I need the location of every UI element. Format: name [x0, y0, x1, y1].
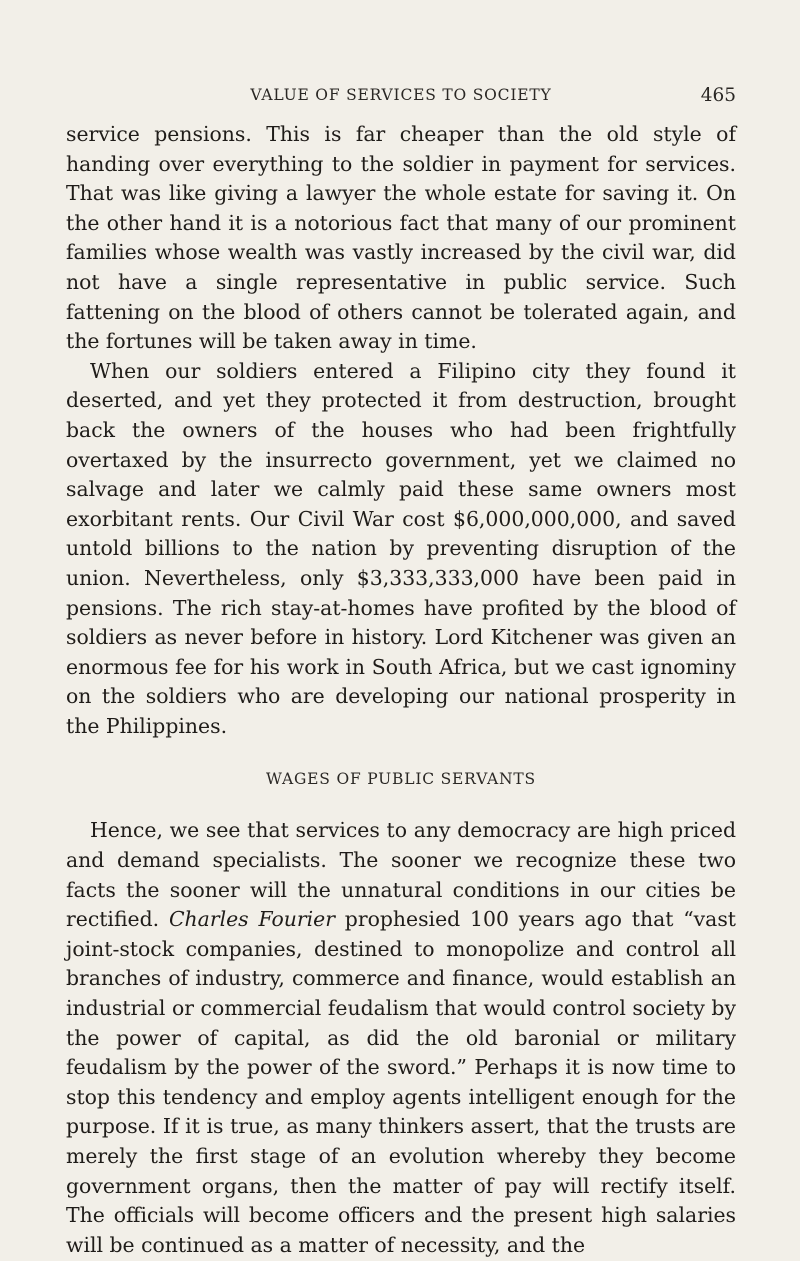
running-head	[66, 86, 736, 114]
author-name: Charles Fourier	[168, 907, 335, 932]
paragraph-filipino-city: When our soldiers entered a Filipino city they found it deserted, and yet they protected it from destruction, brought back the owners of the houses who had been frightfully overtaxed by the insurrecto government, yet we claimed no salvage and later we calmly paid these same owners most exorbitant rents. Our Civil War cost $6,000,000,000, and saved untold billions to the nation by preventing disruption of the union. Nevertheless, only $3,333,333,000 have been paid in pensions. The rich stay-at-homes have profited by the blood of soldiers as never before in history. Lord Kitchener was given an enormous fee for his work in South Africa, but we cast ignominy on the soldiers who are developing our national prosperity in the Philippines.	[66, 358, 736, 738]
page-number: 465	[700, 85, 736, 106]
paragraph-wages	[66, 816, 736, 1260]
paragraph-continued: service pensions. This is far cheaper than the old style of handing over everything to the soldier in payment for services. That was like giving a lawyer the whole estate for saving it. On the other hand it is a notorious fact that many of our prominent families whose wealth was vastly increased by the civil war, did not have a single representative in public service. Such fattening on the blood of others cannot be tolerated again, and the fortunes will be taken away in time.	[66, 122, 736, 354]
paragraph-wages-start: Hence, we see that services to any democracy are high priced and demand specialists. The sooner we recognize these two facts the sooner will the unnatural conditions in our cities be rectified.	[66, 818, 736, 932]
section-heading: WAGES OF PUBLIC SERVANTS	[266, 770, 536, 789]
paragraph-wages-rest: prophesied 100 years ago that “vast joint-stock companies, destined to monopolize and control all branches of industry, commerce and finance, would establish an industrial or commercial feudalism that would control society by the power of capital, as did the old baronial or military feudalism by the power of the sword.” Perhaps it is now time to stop this tendency and employ agents intelligent enough for the purpose. If it is true, as many thinkers assert, that the trusts are merely the first stage of an evolution whereby they become government organs, then the matter of pay will rectify itself. The officials will become officers and the present high salaries will be continued as a matter of necessity, and the	[66, 907, 736, 1257]
body-text	[66, 120, 736, 1260]
running-title: VALUE OF SERVICES TO SOCIETY	[250, 86, 552, 104]
